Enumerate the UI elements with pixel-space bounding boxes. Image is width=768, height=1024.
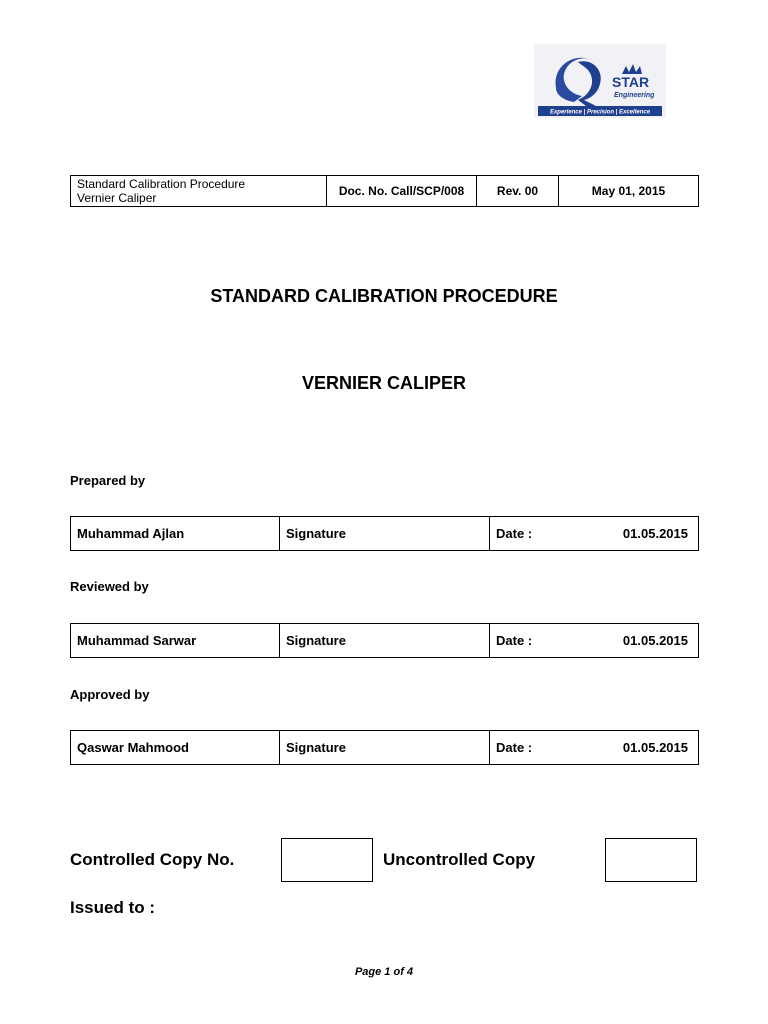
- uncontrolled-copy-label: Uncontrolled Copy: [383, 850, 536, 869]
- header-title-cell: [71, 176, 327, 206]
- logo-sub: Engineering: [614, 92, 655, 99]
- logo-tagline: Experience | Precision | Excellence: [549, 109, 651, 116]
- document-header-table: [70, 175, 699, 207]
- prepared-by-date: 01.05.2015: [622, 526, 688, 541]
- qstar-logo-icon: [534, 44, 666, 118]
- approved-by-date-label: Date :: [496, 740, 533, 755]
- reviewed-by-date-label: Date :: [496, 633, 533, 648]
- approved-by-date-cell: [490, 731, 698, 764]
- header-doc-no: Doc. No. Call/SCP/008: [327, 176, 477, 206]
- controlled-copy-label: Controlled Copy No.: [70, 850, 235, 869]
- reviewed-by-date: 01.05.2015: [622, 633, 688, 648]
- header-revision: Rev. 00: [477, 176, 559, 206]
- page-number: Page 1 of 4: [354, 966, 414, 978]
- page-subtitle: VERNIER CALIPER: [301, 373, 467, 393]
- approved-by-label: Approved by: [70, 687, 150, 702]
- prepared-by-date-cell: [490, 517, 698, 550]
- prepared-by-label: Prepared by: [70, 473, 146, 488]
- prepared-by-date-label: Date :: [496, 526, 533, 541]
- reviewed-by-signature: Signature: [280, 624, 490, 657]
- approved-by-date: 01.05.2015: [622, 740, 688, 755]
- page-title: STANDARD CALIBRATION PROCEDURE: [210, 286, 558, 306]
- prepared-by-row: [70, 516, 699, 551]
- prepared-by-signature: Signature: [280, 517, 490, 550]
- approved-by-name: Qaswar Mahmood: [71, 731, 280, 764]
- header-title-line1: Standard Calibration Procedure: [77, 177, 246, 191]
- approved-by-row: [70, 730, 699, 765]
- header-title-line2: Vernier Caliper: [77, 191, 157, 205]
- prepared-by-name: Muhammad Ajlan: [71, 517, 280, 550]
- controlled-copy-box: [281, 838, 373, 882]
- header-date: May 01, 2015: [591, 184, 666, 198]
- uncontrolled-copy-box: [605, 838, 697, 882]
- reviewed-by-row: [70, 623, 699, 658]
- reviewed-by-label: Reviewed by: [70, 579, 149, 594]
- issued-to-label: Issued to :: [70, 898, 156, 917]
- approved-by-signature: Signature: [280, 731, 490, 764]
- logo-brand: STAR: [612, 74, 650, 90]
- reviewed-by-date-cell: [490, 624, 698, 657]
- company-logo: [534, 44, 666, 118]
- reviewed-by-name: Muhammad Sarwar: [71, 624, 280, 657]
